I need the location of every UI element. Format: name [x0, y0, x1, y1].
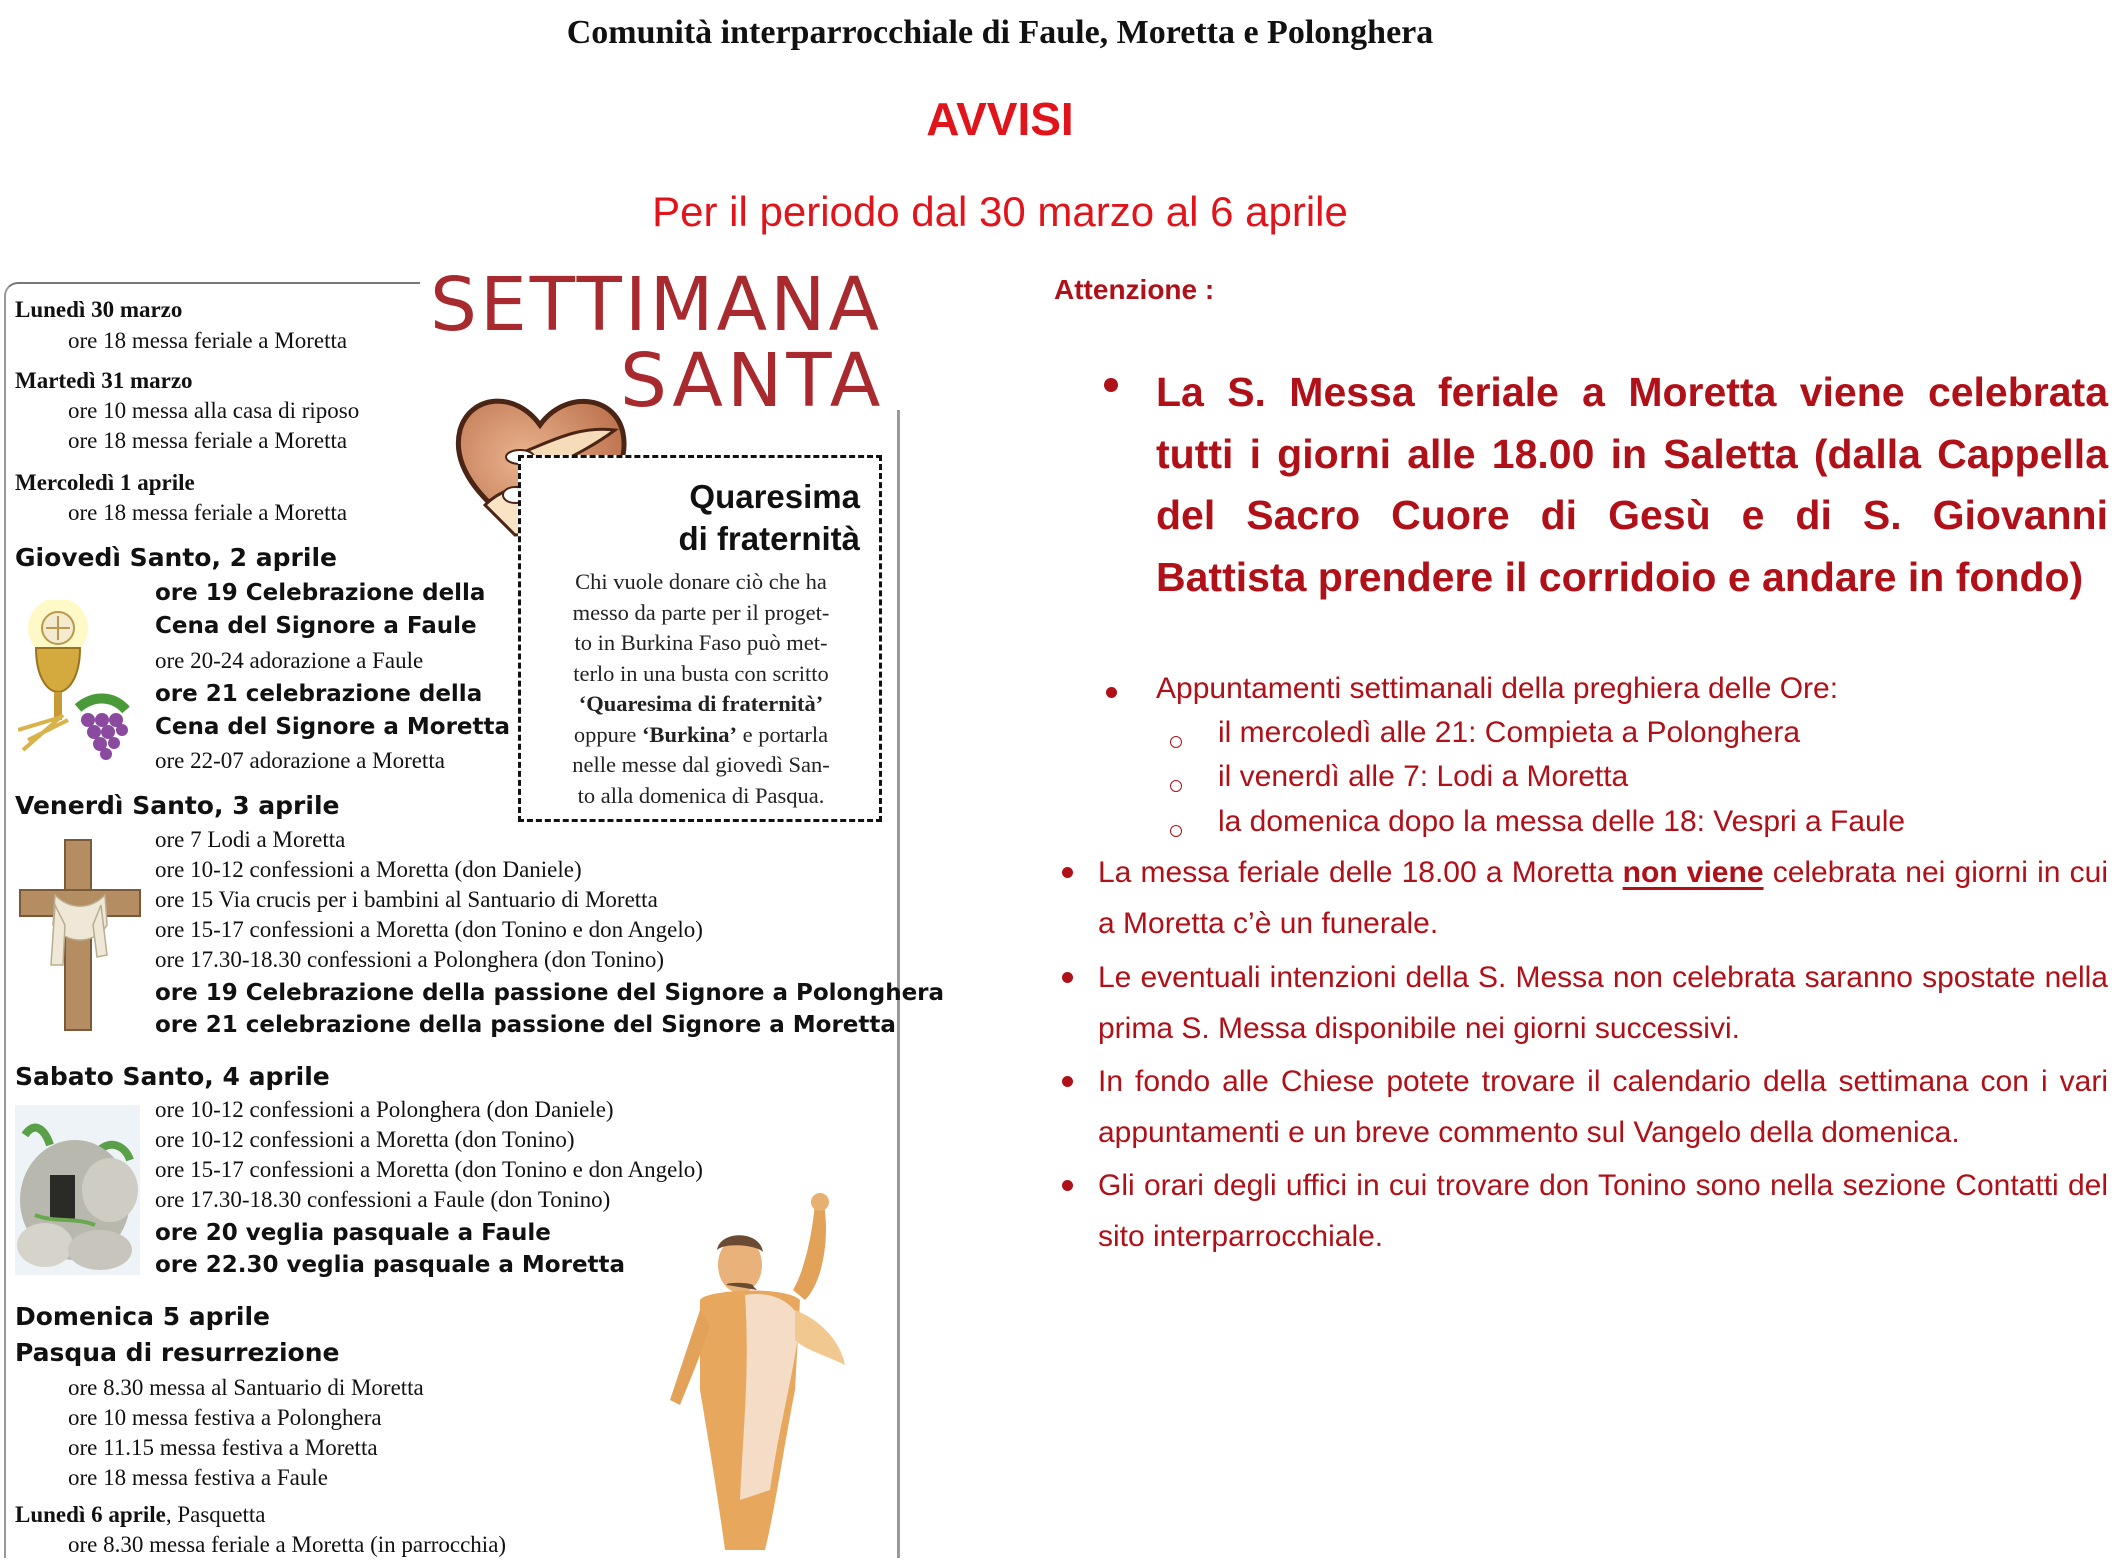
quaresima-quote: ‘Quaresima di fraternità’	[578, 691, 824, 716]
schedule-line: ore 8.30 messa al Santuario di Moretta	[68, 1375, 424, 1400]
bullet-icon	[1062, 972, 1073, 983]
schedule-line: ore 10-12 confessioni a Moretta (don Tonino)	[155, 1127, 575, 1152]
schedule-line: ore 17.30-18.30 confessioni a Faule (don Tonino)	[155, 1187, 611, 1212]
schedule-line-bold: Cena del Signore a Faule	[155, 613, 477, 639]
schedule-line: ore 18 messa festiva a Faule	[68, 1465, 328, 1490]
funeral-post: celebrata nei giorni in cui a Moretta c’è un funerale.	[1098, 856, 2108, 940]
notice-office: Gli orari degli uffici in cui trovare don Tonino sono nella sezione Contatti del sito interparrocchiale.	[1098, 1169, 2108, 1253]
sub-bullet-icon	[1170, 780, 1182, 792]
schedule-line-bold: ore 21 celebrazione della passione del Signore a Moretta	[155, 1012, 896, 1038]
schedule-line: ore 15 Via crucis per i bambini al Santuario di Moretta	[155, 887, 658, 912]
chalice-grapes-icon	[18, 600, 133, 760]
day-title	[15, 1502, 265, 1528]
quaresima-line: messo da parte per il proget-	[572, 599, 830, 625]
schedule-line: ore 7 Lodi a Moretta	[155, 827, 346, 852]
community-title: Comunità interparrocchiale di Faule, Moretta e Polonghera	[566, 14, 1434, 51]
day-title: Sabato Santo, 4 aprile	[15, 1062, 330, 1091]
sub-bullet-icon	[1170, 825, 1182, 837]
empty-tomb-icon	[15, 1105, 140, 1275]
day-title: Domenica 5 aprile	[15, 1302, 270, 1331]
quaresima-title-line1: Quaresima	[689, 478, 860, 515]
schedule-line: ore 11.15 messa festiva a Moretta	[68, 1435, 378, 1460]
funeral-emphasis: non viene	[1622, 856, 1764, 889]
quaresima-line: terlo in una busta con scritto	[573, 660, 829, 686]
day-title: Venerdì Santo, 3 aprile	[15, 791, 340, 820]
schedule-line: ore 10 messa alla casa di riposo	[68, 398, 360, 423]
day-title: Giovedì Santo, 2 aprile	[15, 543, 337, 572]
schedule-line: ore 18 messa feriale a Moretta	[68, 428, 348, 453]
day-subtitle: Pasqua di resurrezione	[15, 1338, 340, 1367]
quaresima-or: oppure	[573, 721, 642, 747]
schedule-line: ore 8.30 messa feriale a Moretta (in parrocchia)	[68, 1532, 507, 1557]
schedule-line: ore 22-07 adorazione a Moretta	[155, 748, 445, 773]
attention-label: Attenzione :	[1054, 274, 1215, 305]
prayer-item: il mercoledì alle 21: Compieta a Polonghera	[1218, 716, 1800, 749]
schedule-line: ore 10-12 confessioni a Polonghera (don Daniele)	[155, 1097, 614, 1122]
quaresima-line: to alla domenica di Pasqua.	[577, 782, 825, 808]
quaresima-after: e portarla	[736, 721, 829, 747]
notice-main: La S. Messa feriale a Moretta viene celebrata tutti i giorni alle 18.00 in Saletta (dalla Cappella del Sacro Cuore di Gesù e di S. Giovanni Battista prendere il corridoio e andare in fondo)	[1156, 369, 2108, 600]
day-title: Martedì 31 marzo	[15, 368, 193, 393]
schedule-line-bold: ore 20 veglia pasquale a Faule	[155, 1220, 551, 1246]
day-title: Lunedì 30 marzo	[15, 297, 183, 322]
bullet-icon	[1104, 378, 1118, 392]
day-title-date: Lunedì 6 aprile	[15, 1502, 166, 1527]
prayer-item: la domenica dopo la messa delle 18: Vespri a Faule	[1218, 805, 1906, 838]
schedule-line-bold: ore 19 Celebrazione della passione del Signore a Polonghera	[155, 980, 945, 1006]
sub-bullet-icon	[1170, 736, 1182, 748]
cross-icon	[15, 835, 145, 1035]
banner-settimana: SETTIMANA	[430, 262, 883, 348]
schedule-line-bold: ore 21 celebrazione della	[155, 681, 483, 707]
schedule-line: ore 10-12 confessioni a Moretta (don Daniele)	[155, 857, 582, 882]
day-title: Mercoledì 1 aprile	[15, 470, 195, 495]
schedule-line: ore 18 messa feriale a Moretta	[68, 500, 348, 525]
bullet-icon	[1106, 687, 1117, 698]
page-heading: AVVISI	[926, 93, 1074, 145]
prayer-item: il venerdì alle 7: Lodi a Moretta	[1218, 760, 1629, 793]
prayer-title: Appuntamenti settimanali della preghiera delle Ore:	[1156, 672, 1839, 705]
schedule-line: ore 15-17 confessioni a Moretta (don Tonino e don Angelo)	[155, 1157, 703, 1182]
quaresima-line: Chi vuole donare ciò che ha	[575, 569, 827, 594]
schedule-line-bold: ore 19 Celebrazione della	[155, 580, 486, 606]
schedule-line: ore 17.30-18.30 confessioni a Polonghera (don Tonino)	[155, 947, 664, 972]
quaresima-body	[528, 567, 874, 811]
quaresima-burkina: ‘Burkina’	[641, 721, 737, 747]
bullet-icon	[1062, 1180, 1073, 1191]
schedule-line-bold: ore 22.30 veglia pasquale a Moretta	[155, 1252, 626, 1278]
quaresima-line: nelle messe dal giovedì San-	[572, 752, 830, 777]
schedule-line: ore 10 messa festiva a Polonghera	[68, 1405, 382, 1430]
schedule-line-bold: Cena del Signore a Moretta	[155, 714, 511, 740]
schedule-line: ore 15-17 confessioni a Moretta (don Tonino e don Angelo)	[155, 917, 703, 942]
quaresima-line	[528, 720, 874, 751]
quaresima-line: to in Burkina Faso può met-	[574, 630, 828, 655]
bullet-icon	[1062, 1076, 1073, 1087]
bullet-icon	[1062, 867, 1073, 878]
notice-calendar: In fondo alle Chiese potete trovare il calendario della settimana con i vari appuntamenti e un breve commento sul Vangelo della domenica.	[1098, 1065, 2108, 1149]
risen-christ-icon	[645, 1190, 865, 1560]
schedule-line: ore 18 messa feriale a Moretta	[68, 328, 348, 353]
banner-santa: SANTA	[620, 338, 885, 424]
quaresima-title	[540, 476, 860, 560]
day-title-suffix: , Pasquetta	[165, 1502, 266, 1527]
notice-intentions: Le eventuali intenzioni della S. Messa non celebrata saranno spostate nella prima S. Messa disponibile nei giorni successivi.	[1098, 961, 2108, 1045]
funeral-pre: La messa feriale delle 18.00 a Moretta	[1098, 856, 1623, 889]
notice-funeral	[1098, 847, 2108, 949]
quaresima-title-line2: di fraternità	[678, 520, 860, 557]
period-subtitle: Per il periodo dal 30 marzo al 6 aprile	[652, 188, 1348, 235]
schedule-line: ore 20-24 adorazione a Faule	[155, 648, 424, 673]
